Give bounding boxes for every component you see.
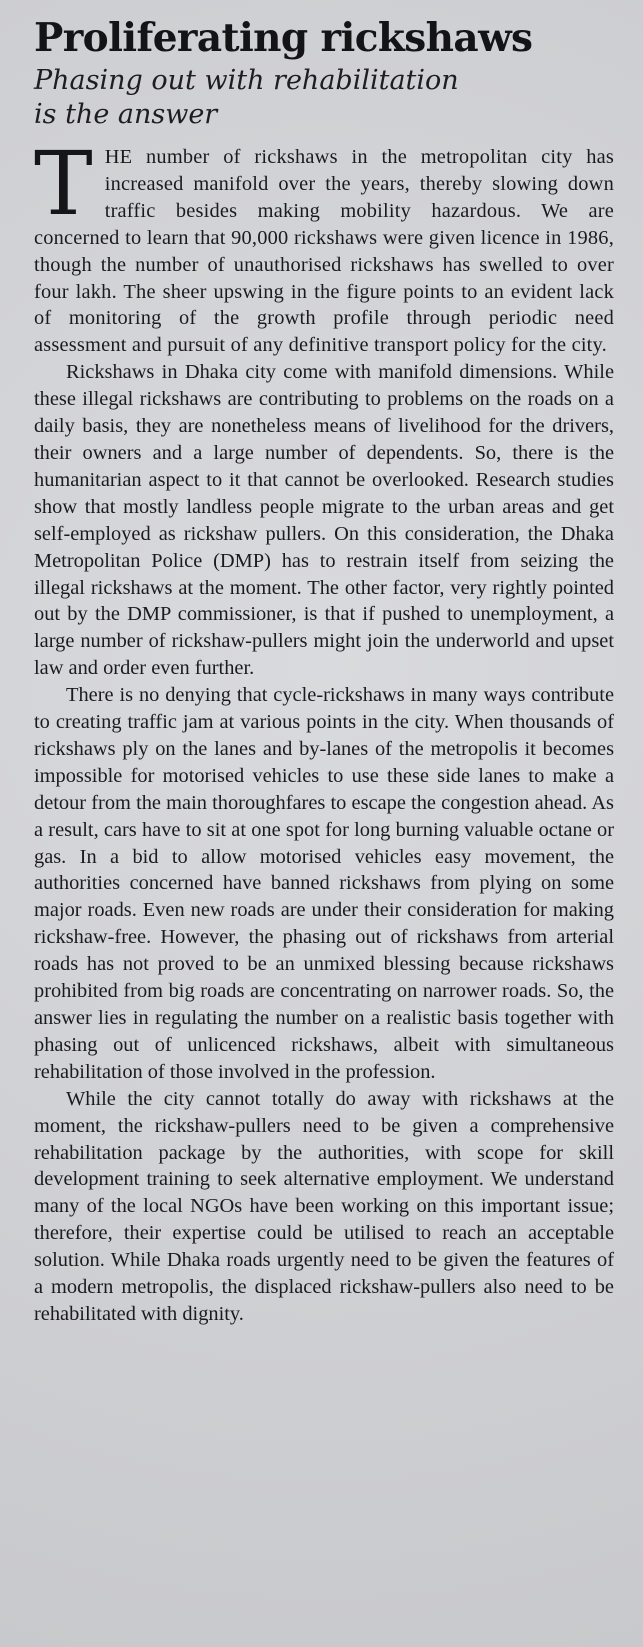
paragraph-4: While the city cannot totally do away with rickshaws at the moment, the rickshaw-pullers need to be given a comprehensive rehabilitation package by the authorities, with scope for skill development training to seek alternative employment. We understand many of the local NGOs have been working on this important issue; therefore, their expertise could be utilised to reach an acceptable solution. While Dhaka roads urgently need to be given the features of a modern metropolis, the displaced rickshaw-pullers also need to be rehabilitated with dignity. [34, 1087, 614, 1325]
article-body [34, 132, 614, 1328]
subheadline-line-1: Phasing out with rehabilitation [34, 65, 459, 96]
editorial-article [34, 14, 614, 1328]
subheadline-line-2: is the answer [34, 99, 218, 130]
headline: Proliferating rickshaws [34, 15, 533, 61]
paragraph-3: There is no denying that cycle-rickshaws in many ways contribute to creating traffic jam at various points in the city. When thousands of rickshaws ply on the lanes and by-lanes of the metropolis it becomes impossible for motorised vehicles to use these side lanes to make a detour from the main thoroughfares to escape the congestion ahead. As a result, cars have to sit at one spot for long burning valuable octane or gas. In a bid to allow motorised vehicles easy movement, the authorities concerned have banned rickshaws from plying on some major roads. Even new roads are under their consideration for making rickshaw-free. However, the phasing out of rickshaws from arterial roads has not proved to be an unmixed blessing because rickshaws prohibited from big roads are concentrating on narrower roads. So, the answer lies in regulating the number on a realistic basis together with phasing out of unlicenced rickshaws, albeit with simultaneous rehabilitation of those involved in the profession. [34, 684, 614, 1083]
paragraph-1-text: HE number of rickshaws in the metropolitan city has increased manifold over the years, thereby slowing down traffic besides making mobility hazardous. We are concerned to learn that 90,000 rickshaws were given licence in 1986, though the number of unauthorised rickshaws has swelled to over four lakh. The sheer upswing in the figure points to an evident lack of monitoring of the growth profile through periodic need assessment and pursuit of any definitive transport policy for the city. [34, 146, 614, 357]
paragraph-2: Rickshaws in Dhaka city come with manifold dimensions. While these illegal rickshaws are contributing to problems on the roads on a daily basis, they are nonetheless means of livelihood for the drivers, their owners and a large number of dependents. So, there is the humanitarian aspect to it that cannot be overlooked. Research studies show that mostly landless people migrate to the urban areas and get self-employed as rickshaw pullers. On this consideration, the Dhaka Metropolitan Police (DMP) has to restrain itself from seizing the illegal rickshaws at the moment. The other factor, very rightly pointed out by the DMP commissioner, is that if pushed to unemployment, a large number of rickshaw-pullers might join the underworld and upset law and order even further. [34, 361, 614, 680]
paragraph-1 [34, 132, 614, 359]
drop-cap: T [34, 132, 93, 235]
subheadline [34, 64, 614, 132]
